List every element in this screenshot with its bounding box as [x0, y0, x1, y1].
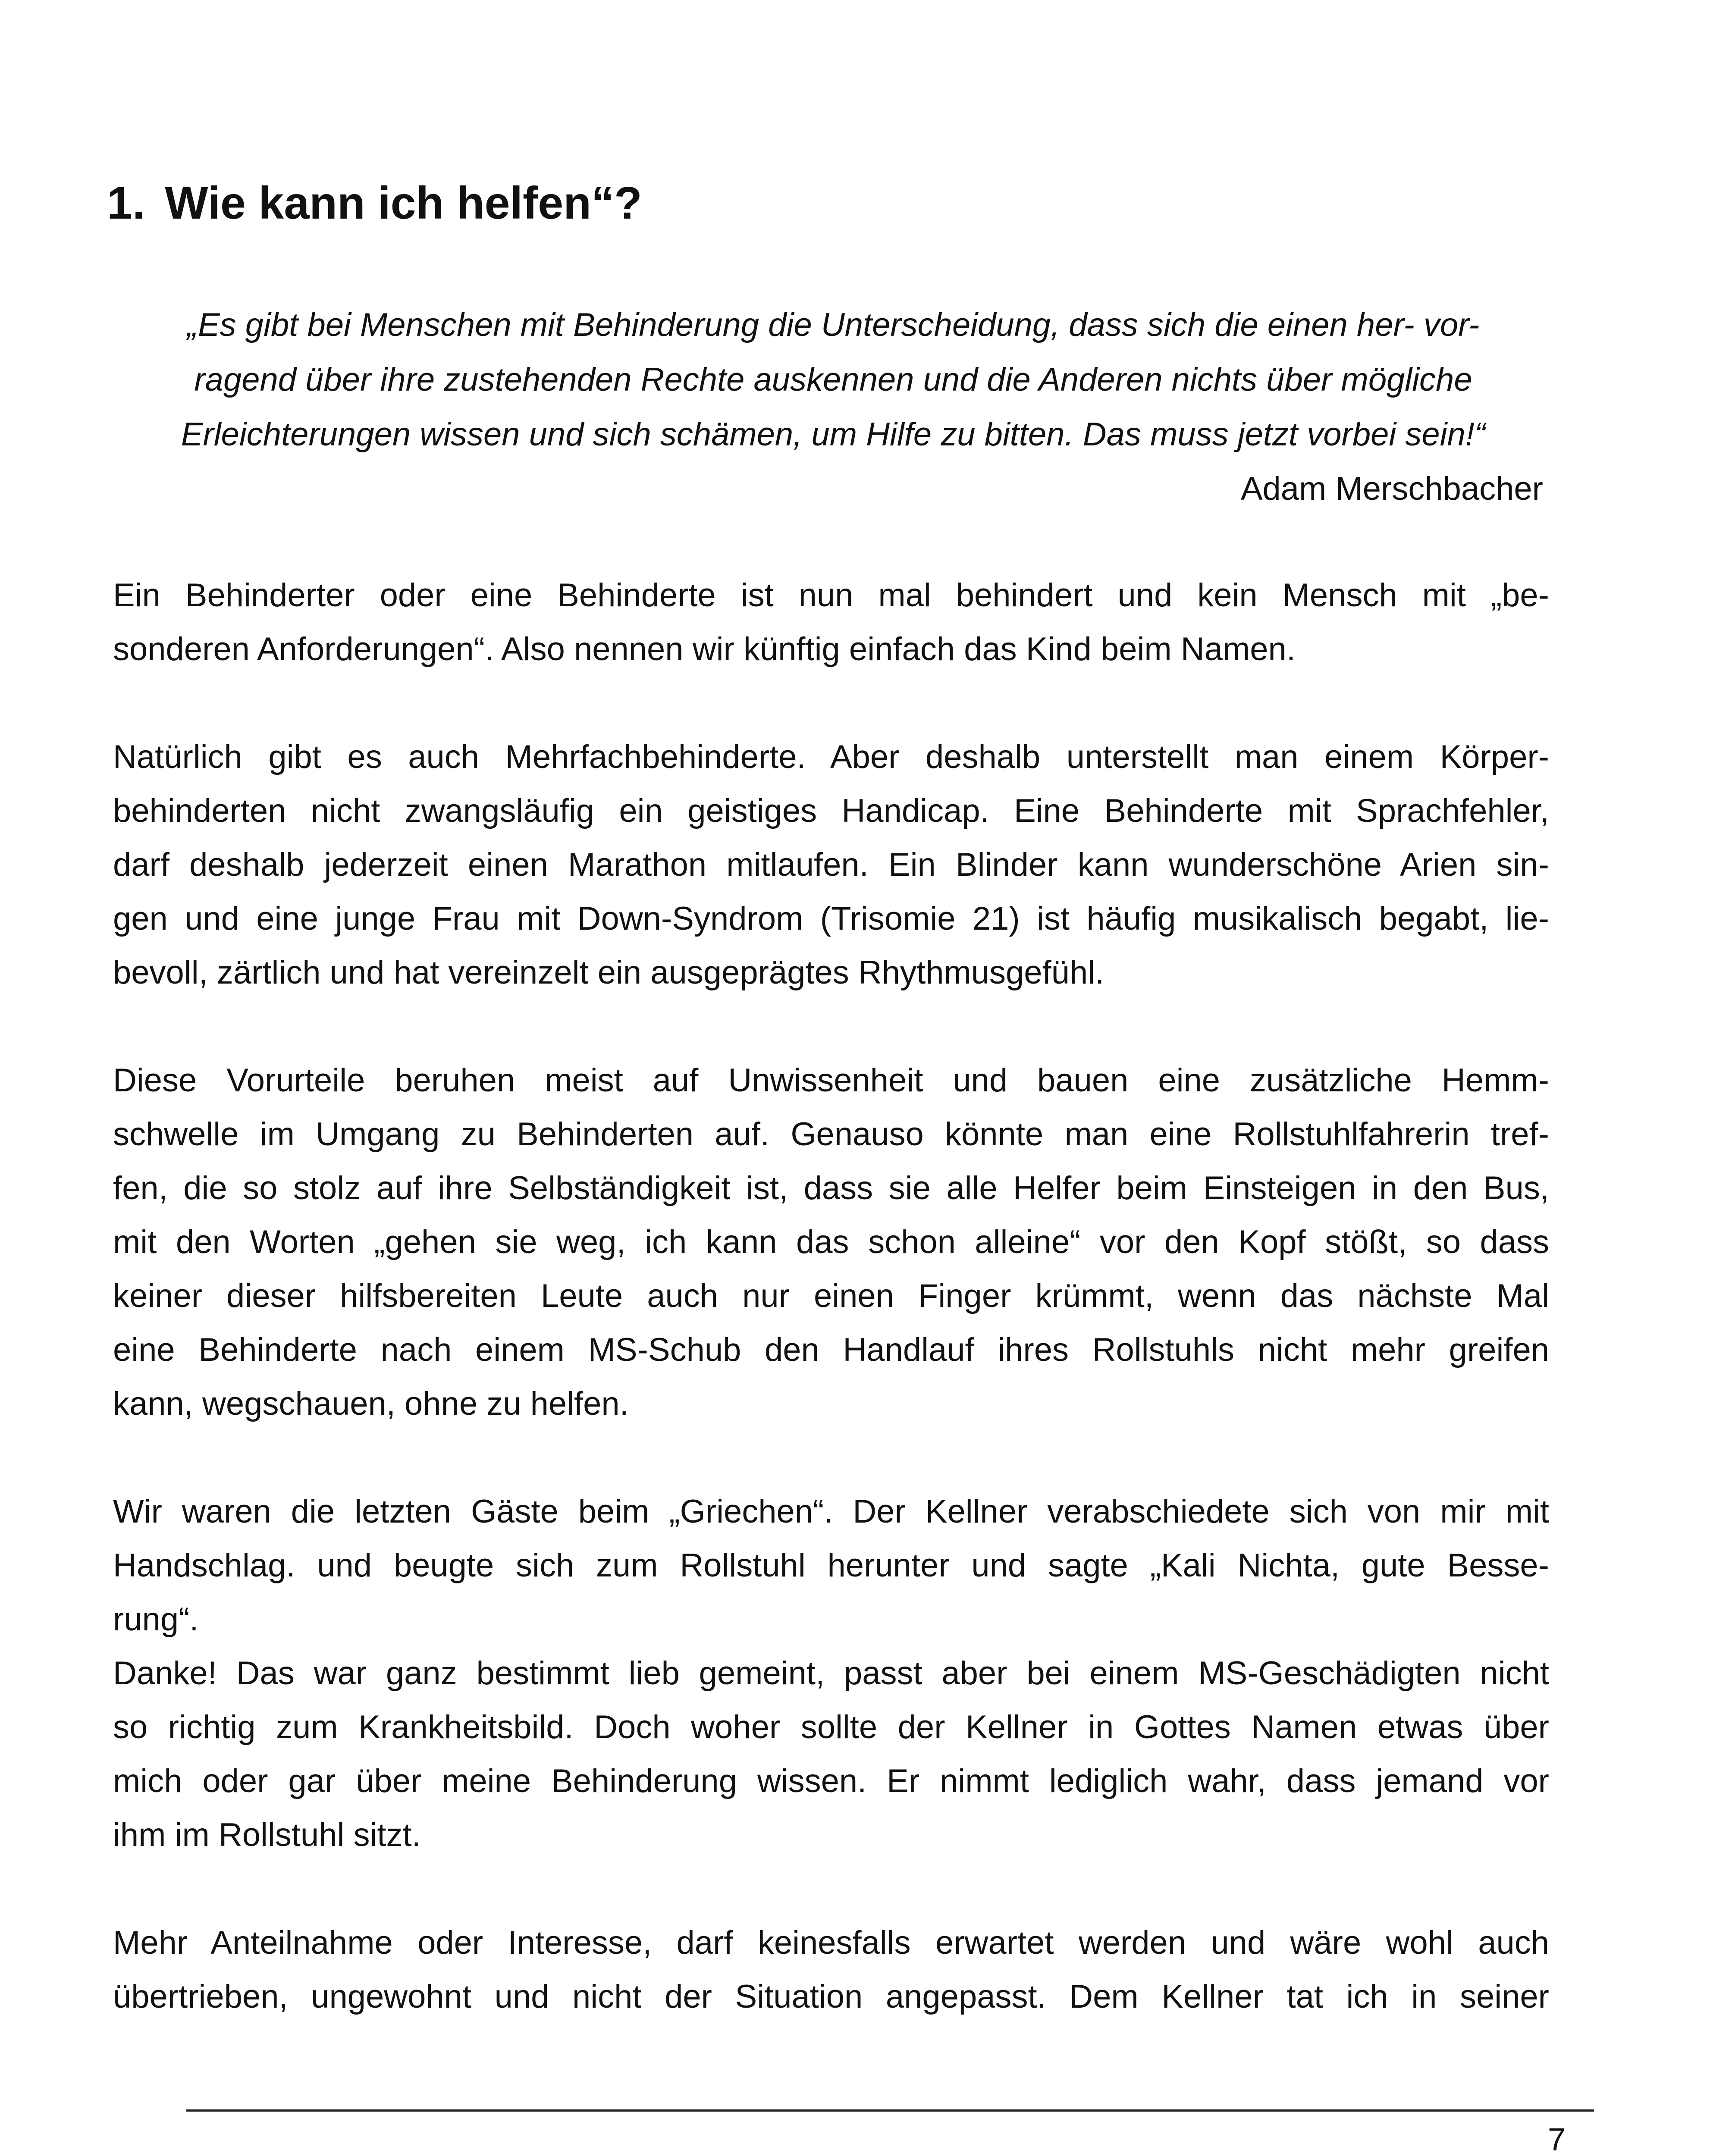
quote-line: „Es gibt bei Menschen mit Behinderung die Unterscheidung, dass sich die einen her- vor- [187, 307, 1480, 343]
quote-author: Adam Merschbacher [1240, 470, 1543, 507]
chapter-number: 1. [107, 178, 145, 229]
paragraph [113, 1916, 1549, 2024]
paragraph [113, 730, 1549, 1000]
footer-divider [186, 2109, 1594, 2112]
epigraph-quote [113, 298, 1553, 462]
quote-line: ragend über ihre zustehenden Rechte auskennen und die Anderen nichts über mögliche [194, 361, 1472, 398]
chapter-heading [107, 176, 642, 231]
page-number: 7 [1547, 2122, 1566, 2156]
text-line: Danke! Das war ganz bestimmt lieb gemeint, passt aber bei einem MS-Geschädigten nicht [113, 1655, 1549, 1692]
paragraph [113, 1053, 1549, 1431]
text-line: kann, wegschauen, ohne zu helfen. [113, 1385, 629, 1422]
text-line: schwelle im Umgang zu Behinderten auf. Genauso könnte man eine Rollstuhlfahrerin tref- [113, 1116, 1549, 1153]
body-text [113, 568, 1549, 2024]
text-line: rung“. [113, 1601, 199, 1638]
text-line: Handschlag. und beugte sich zum Rollstuhl herunter und sagte „Kali Nichta, gute Besse- [113, 1547, 1549, 1584]
chapter-title: Wie kann ich helfen“? [165, 178, 642, 229]
text-line: mich oder gar über meine Behinderung wissen. Er nimmt lediglich wahr, dass jemand vor [113, 1763, 1549, 1799]
paragraph [113, 1485, 1549, 1646]
text-line: Wir waren die letzten Gäste beim „Griechen“. Der Kellner verabschiedete sich von mir mit [113, 1493, 1549, 1530]
text-line: behinderten nicht zwangsläufig ein geistiges Handicap. Eine Behinderte mit Sprachfehler, [113, 793, 1549, 829]
text-line: mit den Worten „gehen sie weg, ich kann das schon alleine“ vor den Kopf stößt, so dass [113, 1224, 1549, 1260]
text-line: keiner dieser hilfsbereiten Leute auch nur einen Finger krümmt, wenn das nächste Mal [113, 1278, 1549, 1314]
text-line: fen, die so stolz auf ihre Selbständigkeit ist, dass sie alle Helfer beim Einsteigen in den Bus, [113, 1170, 1549, 1206]
text-line: darf deshalb jederzeit einen Marathon mitlaufen. Ein Blinder kann wunderschöne Arien sin- [113, 846, 1549, 883]
text-line: Diese Vorurteile beruhen meist auf Unwissenheit und bauen eine zusätzliche Hemm- [113, 1062, 1549, 1099]
text-line: bevoll, zärtlich und hat vereinzelt ein ausgeprägtes Rhythmusgefühl. [113, 954, 1104, 991]
text-line: Natürlich gibt es auch Mehrfachbehinderte. Aber deshalb unterstellt man einem Körper- [113, 739, 1549, 775]
text-line: eine Behinderte nach einem MS-Schub den Handlauf ihres Rollstuhls nicht mehr greifen [113, 1332, 1549, 1368]
quote-line: Erleichterungen wissen und sich schämen, um Hilfe zu bitten. Das muss jetzt vorbei sein!“ [181, 416, 1486, 453]
text-line: Mehr Anteilnahme oder Interesse, darf keinesfalls erwartet werden und wäre wohl auch [113, 1924, 1549, 1961]
text-line: sonderen Anforderungen“. Also nennen wir künftig einfach das Kind beim Namen. [113, 631, 1296, 667]
text-line: so richtig zum Krankheitsbild. Doch woher sollte der Kellner in Gottes Namen etwas über [113, 1709, 1549, 1745]
text-line: gen und eine junge Frau mit Down-Syndrom (Trisomie 21) ist häufig musikalisch begabt, lie- [113, 900, 1549, 937]
paragraph [113, 568, 1549, 676]
text-line: ihm im Rollstuhl sitzt. [113, 1817, 421, 1853]
text-line: Ein Behinderter oder eine Behinderte ist nun mal behindert und kein Mensch mit „be- [113, 577, 1549, 614]
text-line: übertrieben, ungewohnt und nicht der Situation angepasst. Dem Kellner tat ich in seiner [113, 1978, 1549, 2015]
paragraph [113, 1646, 1549, 1862]
